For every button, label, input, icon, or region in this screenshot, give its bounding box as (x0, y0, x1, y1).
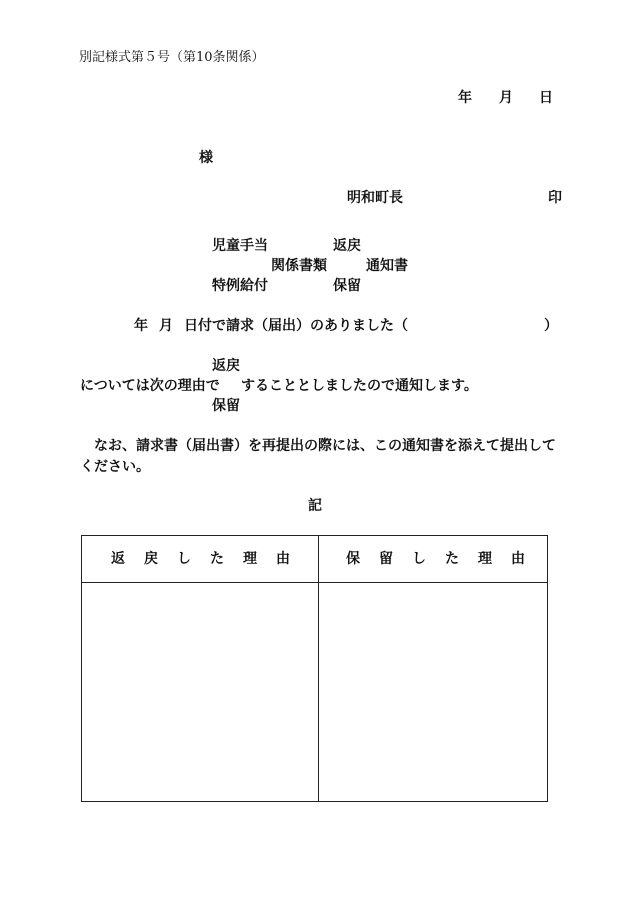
sender-title: 明和町長 (347, 190, 403, 206)
date-month-label: 月 (499, 90, 513, 106)
title-option-top-right: 返戻 (333, 238, 361, 254)
recipient-suffix: 様 (199, 150, 213, 166)
cell-hold-reason[interactable] (319, 583, 547, 801)
header-hold-reason: 保留した理由 (346, 551, 544, 567)
reason-text-before: については次の理由で (80, 378, 220, 394)
date-day-label: 日 (539, 90, 553, 106)
title-option-bottom-right: 保留 (333, 278, 361, 294)
title-middle: 関係書類 (271, 258, 327, 274)
title-option-top-left: 児童手当 (212, 238, 268, 254)
cell-return-reason[interactable] (82, 583, 318, 801)
reason-option-bottom: 保留 (212, 398, 240, 414)
resubmission-note: なお、請求書（届出書）を再提出の際には、この通知書を添えて提出してください。 (80, 438, 556, 475)
title-suffix: 通知書 (366, 258, 408, 274)
header-return-reason: 返戻した理由 (111, 551, 309, 567)
request-text: 日付で請求（届出）のありました（ (184, 318, 408, 334)
reason-table (81, 535, 548, 802)
request-month-label: 月 (159, 318, 173, 334)
date-year-label: 年 (458, 90, 472, 106)
form-number: 別記様式第５号（第10条関係） (79, 50, 265, 65)
request-close-paren: ） (544, 318, 558, 334)
request-year-label: 年 (134, 318, 148, 334)
ki-heading: 記 (308, 498, 322, 514)
reason-text-after: することとしましたので通知します。 (241, 378, 478, 394)
seal-mark: 印 (548, 190, 562, 206)
reason-option-top: 返戻 (212, 358, 240, 374)
title-option-bottom-left: 特例給付 (212, 278, 268, 294)
